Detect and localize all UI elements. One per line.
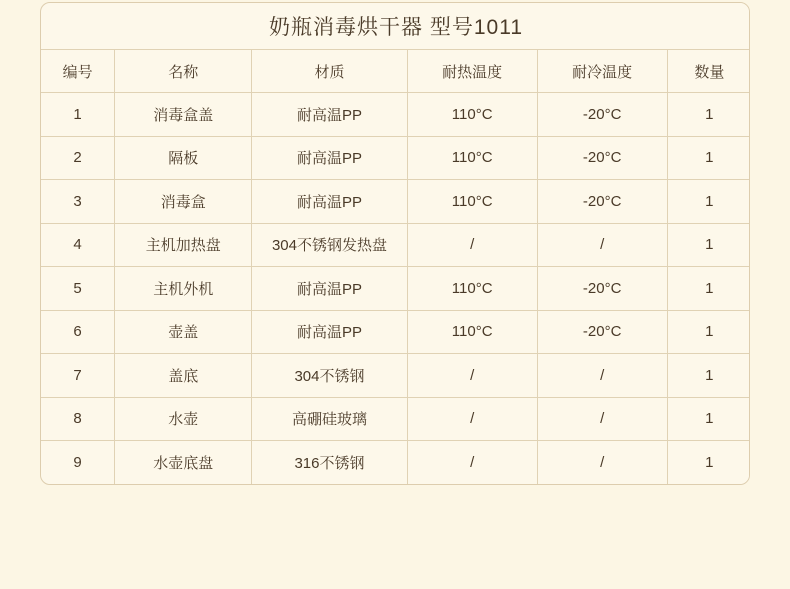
cell-material: 耐高温PP <box>252 180 407 224</box>
column-header-heat: 耐热温度 <box>407 50 537 93</box>
cell-heat: / <box>407 441 537 484</box>
cell-qty: 1 <box>667 136 750 180</box>
page-title: 奶瓶消毒烘干器 型号1011 <box>41 3 750 50</box>
cell-cold: -20°C <box>537 136 667 180</box>
cell-cold: -20°C <box>537 93 667 137</box>
cell-material: 耐高温PP <box>252 267 407 311</box>
cell-name: 主机加热盘 <box>115 223 252 267</box>
cell-id: 1 <box>41 93 115 137</box>
column-header-cold: 耐冷温度 <box>537 50 667 93</box>
cell-material: 高硼硅玻璃 <box>252 397 407 441</box>
cell-heat: / <box>407 397 537 441</box>
cell-heat: 110°C <box>407 136 537 180</box>
cell-cold: / <box>537 397 667 441</box>
table-row <box>41 354 750 398</box>
cell-id: 9 <box>41 441 115 484</box>
spec-table <box>41 3 750 484</box>
spec-sheet <box>40 2 750 485</box>
cell-id: 5 <box>41 267 115 311</box>
cell-name: 壶盖 <box>115 310 252 354</box>
cell-id: 8 <box>41 397 115 441</box>
cell-material: 耐高温PP <box>252 93 407 137</box>
cell-material: 耐高温PP <box>252 310 407 354</box>
cell-material: 304不锈钢发热盘 <box>252 223 407 267</box>
header-row <box>41 50 750 93</box>
cell-name: 水壶 <box>115 397 252 441</box>
table-row <box>41 136 750 180</box>
cell-material: 316不锈钢 <box>252 441 407 484</box>
table-row <box>41 310 750 354</box>
cell-heat: 110°C <box>407 180 537 224</box>
cell-id: 4 <box>41 223 115 267</box>
cell-cold: / <box>537 223 667 267</box>
title-row <box>41 3 750 50</box>
cell-qty: 1 <box>667 441 750 484</box>
column-header-material: 材质 <box>252 50 407 93</box>
table-row <box>41 441 750 484</box>
cell-heat: / <box>407 223 537 267</box>
column-header-qty: 数量 <box>667 50 750 93</box>
cell-qty: 1 <box>667 180 750 224</box>
cell-name: 主机外机 <box>115 267 252 311</box>
table-row <box>41 267 750 311</box>
spec-table-card <box>40 2 750 485</box>
cell-material: 耐高温PP <box>252 136 407 180</box>
cell-name: 水壶底盘 <box>115 441 252 484</box>
cell-id: 3 <box>41 180 115 224</box>
cell-id: 7 <box>41 354 115 398</box>
cell-qty: 1 <box>667 354 750 398</box>
table-row <box>41 180 750 224</box>
cell-id: 2 <box>41 136 115 180</box>
cell-heat: / <box>407 354 537 398</box>
cell-cold: / <box>537 354 667 398</box>
cell-qty: 1 <box>667 267 750 311</box>
cell-cold: -20°C <box>537 267 667 311</box>
cell-cold: / <box>537 441 667 484</box>
cell-heat: 110°C <box>407 267 537 311</box>
cell-cold: -20°C <box>537 310 667 354</box>
cell-qty: 1 <box>667 93 750 137</box>
cell-name: 盖底 <box>115 354 252 398</box>
cell-cold: -20°C <box>537 180 667 224</box>
cell-heat: 110°C <box>407 310 537 354</box>
cell-qty: 1 <box>667 223 750 267</box>
cell-id: 6 <box>41 310 115 354</box>
cell-heat: 110°C <box>407 93 537 137</box>
column-header-id: 编号 <box>41 50 115 93</box>
cell-name: 隔板 <box>115 136 252 180</box>
column-header-name: 名称 <box>115 50 252 93</box>
cell-qty: 1 <box>667 310 750 354</box>
table-row <box>41 223 750 267</box>
table-row <box>41 93 750 137</box>
cell-material: 304不锈钢 <box>252 354 407 398</box>
cell-name: 消毒盒盖 <box>115 93 252 137</box>
spec-table-body <box>41 3 750 484</box>
table-row <box>41 397 750 441</box>
cell-qty: 1 <box>667 397 750 441</box>
cell-name: 消毒盒 <box>115 180 252 224</box>
